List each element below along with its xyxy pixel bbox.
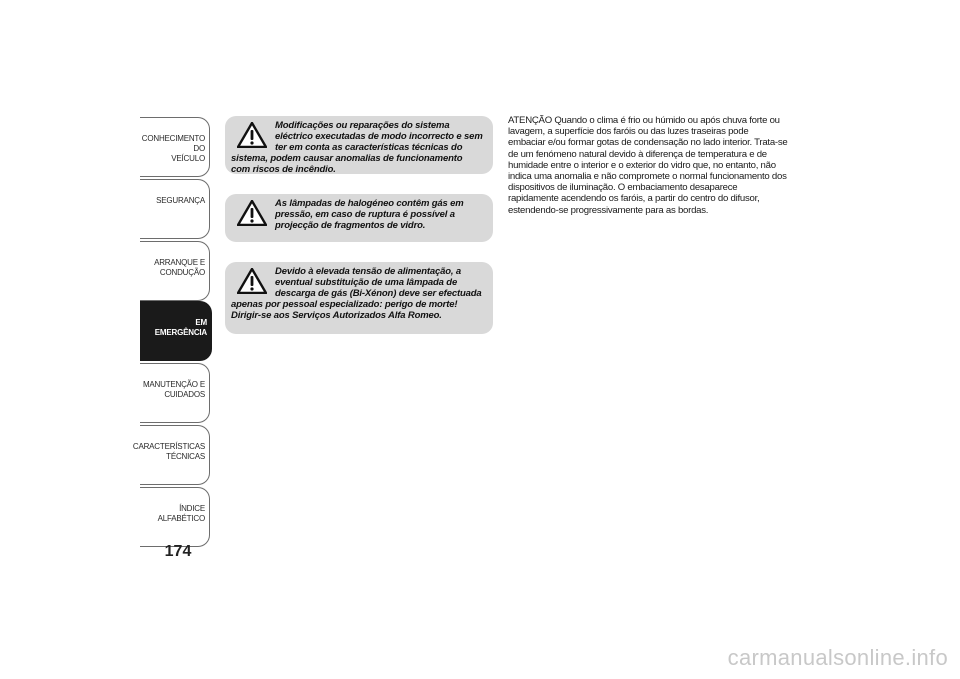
warning-box-electrical	[225, 116, 493, 174]
tab-conhecimento-do-veiculo[interactable]	[140, 117, 210, 177]
warning-box-halogen	[225, 194, 493, 242]
warning-text: As lâmpadas de halogéneo contêm gás em pressão, em caso de ruptura é possível a projecção de fragmentos de vidro.	[275, 198, 464, 231]
attention-note: ATENÇÃO Quando o clima é frio ou húmido ou após chuva forte ou lavagem, a superfície dos faróis ou das luzes traseiras pode embaciar e/ou formar gotas de condensação no lado interior. Trata-se de um fenómeno natural devido à diferença de temperatura e de humidade entre o interior e o exterior do vidro que, no entanto, não indica uma anomalia e não compromete o normal funcionamento dos dispositivos de iluminação. O embaciamento desaparece rapidamente acendendo os faróis, a partir do centro do difusor, estendendo-se progressivamente para as bordas.	[508, 115, 788, 216]
tab-label: ÍNDICE ALFABÉTICO	[157, 504, 205, 523]
tab-label: ARRANQUE E CONDUÇÃO	[154, 258, 205, 277]
warning-triangle-icon	[237, 200, 267, 226]
tab-label: CONHECIMENTO DO VEÍCULO	[141, 134, 205, 163]
tab-label: EM EMERGÊNCIA	[154, 318, 207, 337]
tab-seguranca[interactable]	[140, 179, 210, 239]
warning-text: Modificações ou reparações do sistema eléctrico executadas de modo incorrecto e sem ter em conta as características técnicas do sistema, podem causar anomalias de funcionamento com riscos de incêndio.	[231, 120, 483, 175]
tab-label: CARACTERÍSTICAS TÉCNICAS	[132, 442, 205, 461]
tab-label: SEGURANÇA	[156, 196, 205, 205]
warning-triangle-icon	[237, 122, 267, 148]
warning-triangle-icon	[237, 268, 267, 294]
warning-text: Devido à elevada tensão de alimentação, a eventual substituição de uma lâmpada de descarga de gás (Bi-Xénon) deve ser efectuada apenas por pessoal especializado: perigo de morte! Dirigir-se aos Serviços Autorizados Alfa Romeo.	[231, 266, 482, 321]
tab-caracteristicas-tecnicas[interactable]	[132, 425, 210, 485]
tab-manutencao-e-cuidados[interactable]	[140, 363, 210, 423]
watermark: carmanualsonline.info	[727, 645, 948, 670]
tab-em-emergencia[interactable]	[140, 301, 212, 361]
page-number: 174	[164, 543, 192, 560]
tab-indice-alfabetico[interactable]	[140, 487, 210, 547]
tab-label: MANUTENÇÃO E CUIDADOS	[142, 380, 205, 399]
tab-arranque-e-conducao[interactable]	[140, 241, 210, 301]
warning-box-xenon	[225, 262, 493, 334]
